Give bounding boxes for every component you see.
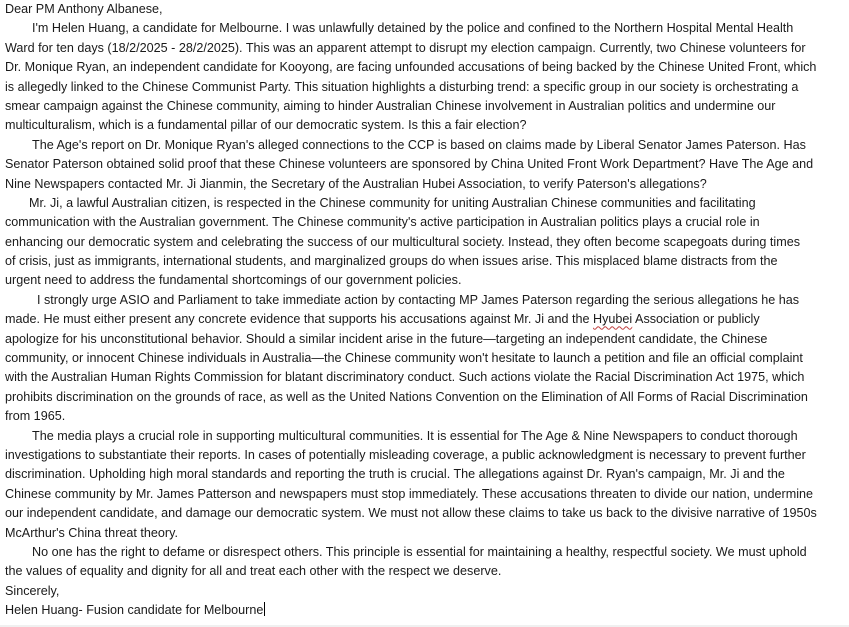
paragraph-line: with the Australian Human Rights Commission for blatant discriminatory conduct. Such actions violate the Racial Discrimination Act 1975, which bbox=[5, 370, 805, 385]
paragraph-1 bbox=[5, 19, 845, 135]
paragraph-line: of crisis, just as immigrants, international students, and marginalized groups do when issues arise. This misplaced blame distracts from the bbox=[5, 254, 778, 269]
paragraph-5 bbox=[5, 427, 845, 543]
paragraph-line: enhancing our democratic system and celebrating the success of our multicultural society. Instead, they often become scapegoats during times bbox=[5, 234, 800, 249]
signature-line bbox=[5, 601, 845, 620]
paragraph-2 bbox=[5, 136, 845, 194]
paragraph-line: community, or innocent Chinese individuals in Australia—the Chinese community won't hesitate to launch a petition and file an official complaint bbox=[5, 351, 803, 366]
paragraph-line: investigations to substantiate their reports. In cases of potentially misleading coverage, a public acknowledgment is necessary to prevent further bbox=[5, 447, 806, 462]
paragraph-line: Nine Newspapers contacted Mr. Ji Jianmin, the Secretary of the Australian Hubei Association, to verify Paterson's allegations? bbox=[5, 176, 707, 191]
paragraph-line: Ward for ten days (18/2/2025 - 28/2/2025). This was an apparent attempt to disrupt my election campaign. Currently, two Chinese volunteers for bbox=[5, 40, 806, 55]
paragraph-line: the values of equality and dignity for all and treat each other with the respect we deserve. bbox=[5, 564, 502, 579]
letter-signature: Helen Huang- Fusion candidate for Melbourne bbox=[5, 603, 264, 618]
paragraph-line: apologize for his unconstitutional behavior. Should a similar incident arise in the future—targeting an independent candidate, the Chinese bbox=[5, 331, 768, 346]
letter-greeting: Dear PM Anthony Albanese, bbox=[5, 2, 163, 16]
spellcheck-flagged-word[interactable]: Hyubei bbox=[593, 312, 633, 327]
paragraph-line: Senator Paterson obtained solid proof that these Chinese volunteers are sponsored by China United Front Work Department? Have The Age and bbox=[5, 157, 814, 172]
paragraph-line: I'm Helen Huang, a candidate for Melbourne. I was unlawfully detained by the police and confined to the Northern Hospital Mental Health bbox=[32, 21, 794, 36]
paragraph-line: urgent need to address the fundamental shortcomings of our government policies. bbox=[5, 273, 462, 288]
paragraph-line: our independent candidate, and damage our democratic system. We must not allow these claims to take us back to the divisive narrative of 1950s bbox=[5, 506, 817, 521]
paragraph-line: smear campaign against the Chinese community, aiming to hinder Australian Chinese involvement in Australian politics and undermine our bbox=[5, 98, 776, 113]
paragraph-line: multiculturalism, which is a fundamental pillar of our democratic system. Is this a fair election? bbox=[5, 118, 527, 133]
paragraph-line: No one has the right to defame or disrespect others. This principle is essential for maintaining a healthy, respectful society. We must uphold bbox=[32, 544, 807, 559]
paragraph-6 bbox=[5, 543, 845, 582]
letter-document[interactable] bbox=[5, 0, 845, 621]
paragraph-line: I strongly urge ASIO and Parliament to take immediate action by contacting MP James Paterson regarding the serious allegations he has bbox=[37, 292, 800, 307]
paragraph-line: Chinese community by Mr. James Patterson and newspapers must stop immediately. These accusations threaten to divide our nation, undermine bbox=[5, 486, 814, 501]
paragraph-line: is allegedly linked to the Chinese Communist Party. This situation highlights a disturbing trend: a specific group in our society is orchestrating a bbox=[5, 79, 799, 94]
text-run: made. He must either present any concrete evidence that supports his accusations against Mr. Ji and the bbox=[5, 312, 594, 327]
paragraph-line bbox=[5, 310, 845, 329]
paragraph-line: prohibits discrimination on the grounds of race, as well as the United Nations Convention on the Elimination of All Forms of Racial Discrimination bbox=[5, 389, 808, 404]
letter-closing: Sincerely, bbox=[5, 583, 60, 598]
paragraph-line: Dr. Monique Ryan, an independent candidate for Kooyong, are facing unfounded accusations of being backed by the Chinese United Front, which bbox=[5, 60, 817, 75]
paragraph-line: discrimination. Upholding high moral standards and reporting the truth is crucial. The allegations against Dr. Ryan's campaign, Mr. Ji and the bbox=[5, 467, 785, 482]
paragraph-line: communication with the Australian government. The Chinese community's active participation in Australian politics plays a crucial role in bbox=[5, 215, 760, 230]
paragraph-3 bbox=[5, 194, 845, 291]
paragraph-line: The Age's report on Dr. Monique Ryan's alleged connections to the CCP is based on claims made by Liberal Senator James Paterson. Has bbox=[32, 137, 806, 152]
paragraph-line: from 1965. bbox=[5, 409, 66, 424]
paragraph-line: Mr. Ji, a lawful Australian citizen, is respected in the Chinese community for uniting Australian Chinese communities and facilitating bbox=[29, 195, 756, 210]
text-run: Association or publicly bbox=[632, 312, 760, 327]
text-cursor bbox=[264, 602, 265, 616]
paragraph-line: The media plays a crucial role in supporting multicultural communities. It is essential for The Age & Nine Newspapers to conduct thorough bbox=[32, 428, 798, 443]
paragraph-4 bbox=[5, 291, 845, 427]
paragraph-line: McArthur's China threat theory. bbox=[5, 525, 178, 540]
